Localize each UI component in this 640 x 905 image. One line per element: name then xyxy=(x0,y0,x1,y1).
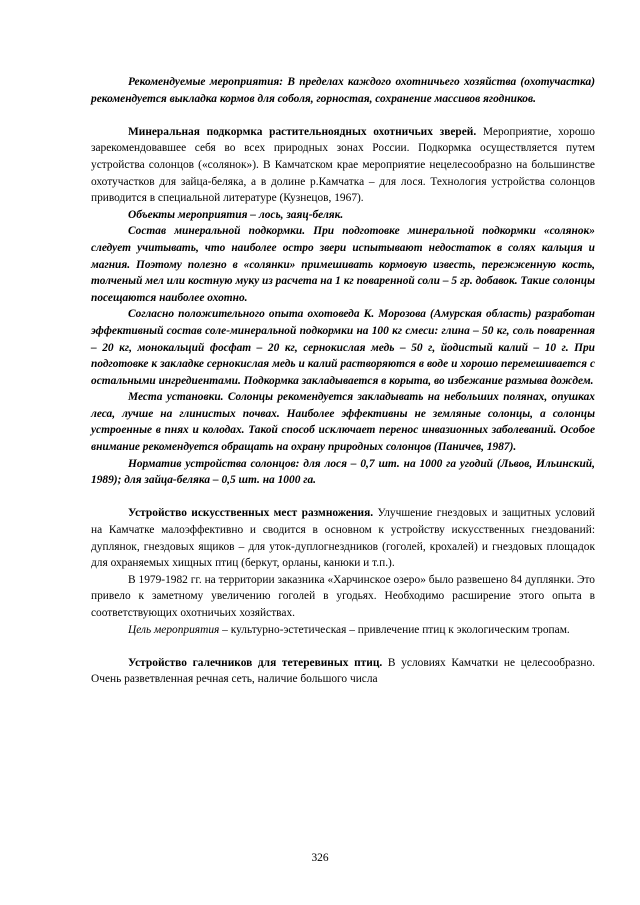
nesting-sites-heading: Устройство искусственных мест размножения. xyxy=(128,507,374,520)
page-number: 326 xyxy=(311,852,329,864)
gravel-paragraph xyxy=(91,655,595,688)
installation-places-paragraph: Места установки. Солонцы рекомендуется закладывать на небольших полянах, опушках леса, лучше на глинистых почвах. Наиболее эффективны не земляные солонцы, а солонцы устроенные в пнях и колодах. Такой способ исключает перенос инвазионных заболеваний. Особое внимание рекомендуется обращать на охрану природных солонцов (Паничев, 1987). xyxy=(91,391,595,454)
norm-paragraph: Норматив устройства солонцов: для лося – 0,7 шт. на 1000 га угодий (Львов, Ильинский, 1989); для зайца-беляка – 0,5 шт. на 1000 га. xyxy=(91,457,595,487)
recommended-measures-paragraph: Рекомендуемые мероприятия: В пределах каждого охотничьего хозяйства (охотучастка) рекомендуется выкладка кормов для соболя, горностая, сохранение массивов ягодников. xyxy=(91,76,595,105)
mineral-feeding-text: Мероприятие, хорошо зарекомендовавшее себя во всех природных зонах России. Подкормка осуществляется путем устройства солонцов («солянок»). В Камчатском крае мероприятие нецелесообразно на большинстве охотучастков для зайца-беляка, а в долине р.Камчатка – для лося. Технология устройства солонцов приводится в специальной литературе (Кузнецов, 1967). xyxy=(91,125,595,205)
page-body xyxy=(91,74,595,688)
kharchinskoe-paragraph: В 1979-1982 гг. на территории заказника «Харчинское озеро» было развешено 84 дуплянки. Это привело к заметному увеличению гоголей в угодьях. Необходимо расширение этого опыта в соответствующих охотничьих хозяйствах. xyxy=(91,573,595,619)
objects-paragraph: Объекты мероприятия – лось, заяц-беляк. xyxy=(128,208,344,221)
nesting-sites-text: Улучшение гнездовых и защитных условий на Камчатке малоэффективно и сводится в основном к устройству искусственных гнездований: дуплянок, гнездовых ящиков – для уток-дуплогнездников (гоголей, крохалей) и гнездовых площадок для охраняемых хищных птиц (беркут, орланы, канюки и т.п.). xyxy=(91,507,595,570)
goal-label: Цель мероприятия xyxy=(128,623,220,636)
mineral-feeding-heading: Минеральная подкормка растительноядных охотничьих зверей. xyxy=(128,125,477,138)
morozov-experience-paragraph: Согласно положительного опыта охотоведа К. Морозова (Амурская область) разработан эффективный состав соле-минеральной подкормки на 100 кг смеси: глина – 50 кг, соль поваренная – 20 кг, монокальций фосфат – 20 кг, сернокислая медь – 50 г, йодистый калий – 10 г. При подготовке к закладке сернокислая медь и калий растворяются в воде и хорошо перемешивается с остальными ингредиентами. Подкормка закладывается в корыта, во избежание размыва дождем. xyxy=(91,308,595,387)
goal-paragraph xyxy=(91,622,595,639)
gravel-heading: Устройство галечников для тетеревиных птиц. xyxy=(128,656,383,669)
composition-paragraph: Состав минеральной подкормки. При подготовке минеральной подкормки «солянок» следует учитывать, что наиболее остро звери испытывают недостаток в солях кальция и магния. Поэтому полезно в «солянки» примешивать кормовую известь, пережженную кость, толченый мел или костную муку из расчета на 1 кг поваренной соли – 5 гр. добавок. Такие солонцы посещаются наиболее охотно. xyxy=(91,225,595,304)
gravel-text: В условиях Камчатки не целесообразно. Очень разветвленная речная сеть, наличие большого числа xyxy=(91,656,595,686)
nesting-sites-paragraph xyxy=(91,505,595,571)
mineral-feeding-paragraph xyxy=(91,124,595,207)
goal-text: – культурно-эстетическая – привлечение птиц к экологическим тропам. xyxy=(219,623,570,636)
